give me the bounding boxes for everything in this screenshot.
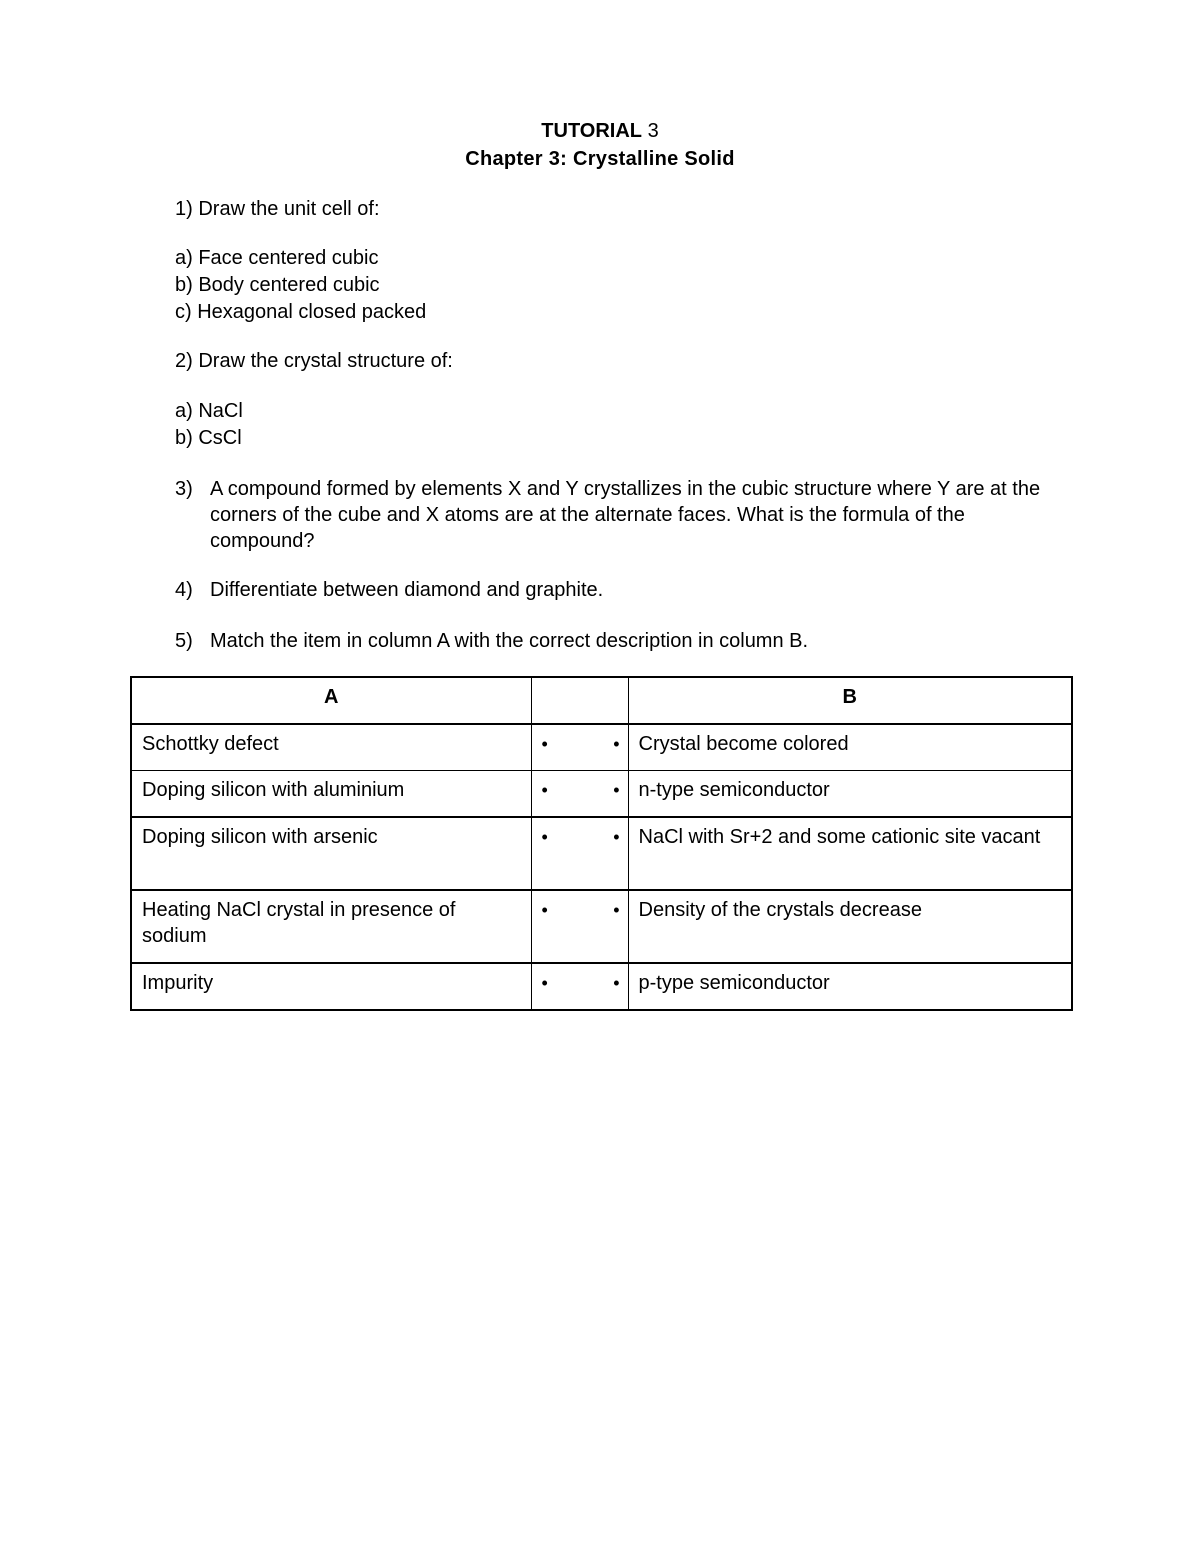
match-connector-cell [531,890,628,963]
question-1-option-b: b) Body centered cubic [175,274,380,296]
column-b-cell: Density of the crystals decrease [628,890,1072,963]
question-3-number: 3) [175,478,193,500]
table-header-row [131,677,1072,724]
column-b-cell: n-type semiconductor [628,771,1072,818]
table-row [131,724,1072,771]
column-a-header: A [131,677,531,724]
page-subtitle: Chapter 3: Crystalline Solid [465,148,735,170]
column-b-cell: p-type semiconductor [628,963,1072,1010]
question-2-option-a: a) NaCl [175,400,243,422]
table-row [131,817,1072,890]
question-2: 2) Draw the crystal structure of: [175,350,453,372]
question-1-option-c: c) Hexagonal closed packed [175,301,427,323]
question-4-number: 4) [175,579,193,601]
question-3-text: A compound formed by elements X and Y crystallizes in the cubic structure where Y are at the corners of the cube and X atoms are at the alternate faces. What is the formula of the compound? [210,478,1041,552]
question-4-text: Differentiate between diamond and graphite. [210,579,604,601]
match-bullet-right: • [613,973,620,993]
column-b-header: B [628,677,1072,724]
question-1: 1) Draw the unit cell of: [175,198,380,220]
match-bullet-left: • [541,734,548,754]
matching-table [130,676,1073,1011]
match-bullet-left: • [541,900,548,920]
match-bullet-right: • [613,827,620,847]
title-number: 3 [642,120,659,142]
column-a-cell: Schottky defect [131,724,531,771]
column-b-cell: NaCl with Sr+2 and some cationic site vacant [628,817,1072,890]
table-row [131,771,1072,818]
question-5-number: 5) [175,630,193,652]
title-bold: TUTORIAL [541,120,643,142]
column-a-cell: Doping silicon with arsenic [131,817,531,890]
match-connector-cell [531,771,628,818]
column-mid-header [531,677,628,724]
page-title [0,118,1200,145]
match-bullet-left: • [541,780,548,800]
match-bullet-left: • [541,973,548,993]
match-connector-cell [531,817,628,890]
question-2-option-b: b) CsCl [175,427,242,449]
question-1-option-a: a) Face centered cubic [175,247,379,269]
column-b-cell: Crystal become colored [628,724,1072,771]
question-5-text: Match the item in column A with the correct description in column B. [210,630,809,652]
table-row [131,890,1072,963]
table-row [131,963,1072,1010]
column-a-cell: Impurity [131,963,531,1010]
column-a-cell: Doping silicon with aluminium [131,771,531,818]
column-a-cell: Heating NaCl crystal in presence of sodium [131,890,531,963]
match-bullet-left: • [541,827,548,847]
match-connector-cell [531,963,628,1010]
match-bullet-right: • [613,900,620,920]
match-connector-cell [531,724,628,771]
match-bullet-right: • [613,734,620,754]
match-bullet-right: • [613,780,620,800]
